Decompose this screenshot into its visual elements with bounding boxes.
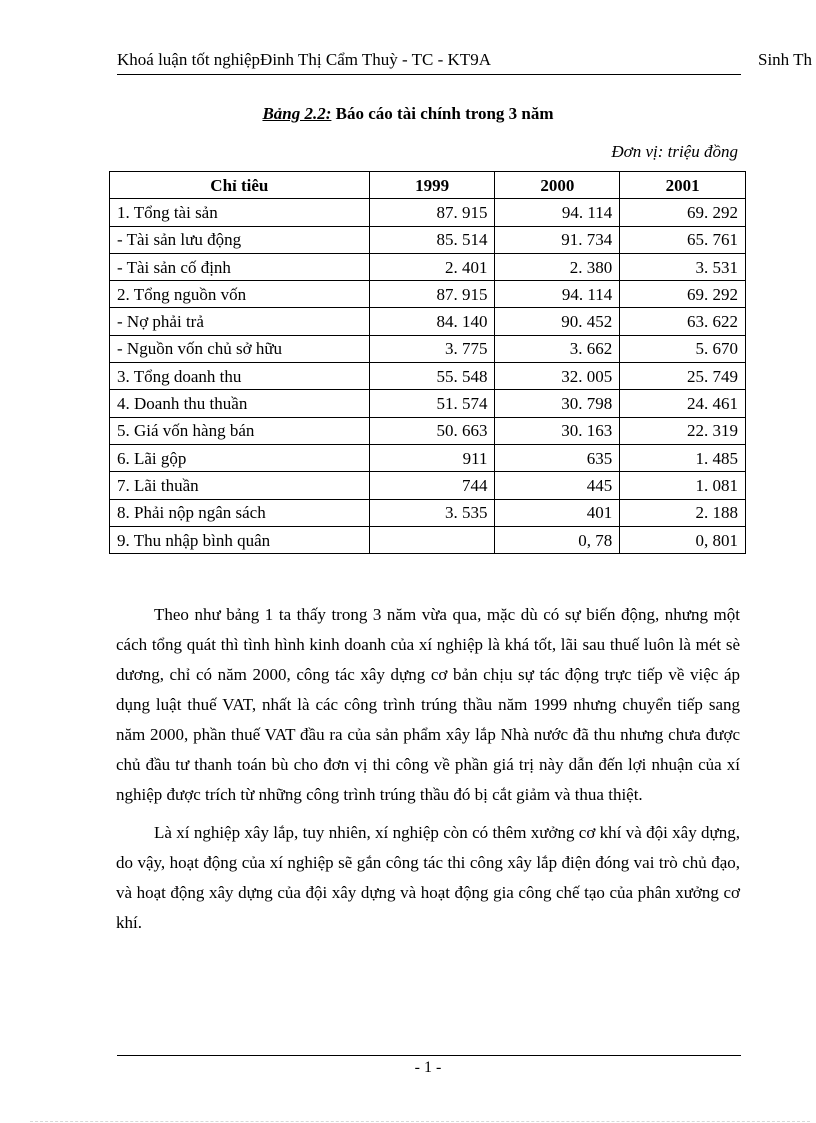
page-number: - 1 -: [414, 1059, 442, 1076]
cell-1999: 84. 140: [369, 308, 495, 335]
table-row: [110, 390, 746, 417]
table-caption-text: Báo cáo tài chính trong 3 năm: [331, 104, 554, 123]
cell-2001: 69. 292: [620, 199, 746, 226]
row-label: - Nợ phải trả: [110, 308, 370, 335]
table-caption: [0, 104, 816, 124]
cell-2000: 91. 734: [495, 226, 620, 253]
cell-1999: [369, 526, 495, 553]
table-header-row: [110, 172, 746, 199]
table-row: [110, 226, 746, 253]
row-label: 5. Giá vốn hàng bán: [110, 417, 370, 444]
column-header-2001: 2001: [620, 172, 746, 199]
table-row: [110, 526, 746, 553]
cell-2001: 69. 292: [620, 281, 746, 308]
cell-2001: 1. 485: [620, 444, 746, 471]
row-label: - Nguồn vốn chủ sở hữu: [110, 335, 370, 362]
cell-1999: 3. 535: [369, 499, 495, 526]
cell-1999: 87. 915: [369, 281, 495, 308]
table-caption-label: Bảng 2.2:: [262, 104, 332, 123]
cell-2000: 94. 114: [495, 199, 620, 226]
row-label: - Tài sản cố định: [110, 253, 370, 280]
cell-2001: 63. 622: [620, 308, 746, 335]
cell-2000: 635: [495, 444, 620, 471]
cell-2000: 94. 114: [495, 281, 620, 308]
column-header-indicator: Chỉ tiêu: [110, 172, 370, 199]
page-header: [117, 50, 816, 74]
cell-2001: 5. 670: [620, 335, 746, 362]
column-header-2000: 2000: [495, 172, 620, 199]
row-label: 4. Doanh thu thuần: [110, 390, 370, 417]
cell-2000: 401: [495, 499, 620, 526]
cell-1999: 3. 775: [369, 335, 495, 362]
cell-2000: 30. 163: [495, 417, 620, 444]
cell-2001: 65. 761: [620, 226, 746, 253]
cell-2000: 2. 380: [495, 253, 620, 280]
cell-2001: 3. 531: [620, 253, 746, 280]
row-label: 3. Tổng doanh thu: [110, 363, 370, 390]
cell-1999: 2. 401: [369, 253, 495, 280]
cell-2000: 3. 662: [495, 335, 620, 362]
cell-2001: 0, 801: [620, 526, 746, 553]
cell-1999: 55. 548: [369, 363, 495, 390]
cell-1999: 50. 663: [369, 417, 495, 444]
table-row: [110, 417, 746, 444]
cell-2001: 25. 749: [620, 363, 746, 390]
table-row: [110, 308, 746, 335]
cell-1999: 85. 514: [369, 226, 495, 253]
cell-2001: 2. 188: [620, 499, 746, 526]
row-label: 8. Phải nộp ngân sách: [110, 499, 370, 526]
table-row: [110, 363, 746, 390]
cell-1999: 744: [369, 472, 495, 499]
row-label: 9. Thu nhập bình quân: [110, 526, 370, 553]
table-row: [110, 281, 746, 308]
header-divider: [117, 74, 741, 75]
table-row: [110, 335, 746, 362]
table-row: [110, 199, 746, 226]
table-row: [110, 499, 746, 526]
cell-1999: 87. 915: [369, 199, 495, 226]
paragraph-analysis: Theo như bảng 1 ta thấy trong 3 năm vừa qua, mặc dù có sự biến động, nhưng một cách tổng quát thì tình hình kinh doanh của xí nghiệp là khá tốt, lãi sau thuế luôn là mét sè dương, chỉ có năm 2000, công tác xây dựng cơ bản chịu sự tác động trực tiếp về việc áp dụng luật thuế VAT, nhất là các công trình trúng thầu năm 1999 nhưng chuyển tiếp sang năm 2000, phần thuế VAT đầu ra của sản phẩm xây lắp Nhà nước đã thu nhưng chưa được chủ đầu tư thanh toán bù cho đơn vị thi công về phần giá trị này dẫn đến lợi nhuận của xí nghiệp được trích từ những công trình trúng thầu đó bị cắt giảm và thua thiệt.: [116, 605, 740, 804]
paragraph-activities: Là xí nghiệp xây lắp, tuy nhiên, xí nghiệp còn có thêm xưởng cơ khí và đội xây dựng, do vậy, hoạt động của xí nghiệp sẽ gắn công tác thi công xây lắp điện đóng vai trò chủ đạo, và hoạt động xây dựng của đội xây dựng và hoạt động gia công chế tạo của phân xưởng cơ khí.: [116, 823, 740, 932]
cell-2000: 90. 452: [495, 308, 620, 335]
body-text: [116, 600, 740, 946]
cell-2000: 445: [495, 472, 620, 499]
cell-2001: 1. 081: [620, 472, 746, 499]
table-row: [110, 444, 746, 471]
cell-1999: 911: [369, 444, 495, 471]
cell-2001: 24. 461: [620, 390, 746, 417]
row-label: 2. Tổng nguồn vốn: [110, 281, 370, 308]
cell-2000: 30. 798: [495, 390, 620, 417]
footer-divider: [117, 1055, 741, 1056]
cell-2001: 22. 319: [620, 417, 746, 444]
table-row: [110, 253, 746, 280]
cell-1999: 51. 574: [369, 390, 495, 417]
cell-2000: 0, 78: [495, 526, 620, 553]
table-row: [110, 472, 746, 499]
row-label: 1. Tổng tài sản: [110, 199, 370, 226]
column-header-1999: 1999: [369, 172, 495, 199]
header-thesis-info: Khoá luận tốt nghiệpĐinh Thị Cẩm Thuỳ - TC - KT9A: [117, 50, 491, 69]
page-edge-line: [30, 1121, 810, 1122]
table-unit-note: Đơn vị: triệu đồng: [611, 142, 738, 161]
row-label: - Tài sản lưu động: [110, 226, 370, 253]
row-label: 6. Lãi gộp: [110, 444, 370, 471]
financial-report-table: [109, 171, 746, 554]
row-label: 7. Lãi thuần: [110, 472, 370, 499]
cell-2000: 32. 005: [495, 363, 620, 390]
header-right-text: Sinh Th: [758, 50, 813, 69]
